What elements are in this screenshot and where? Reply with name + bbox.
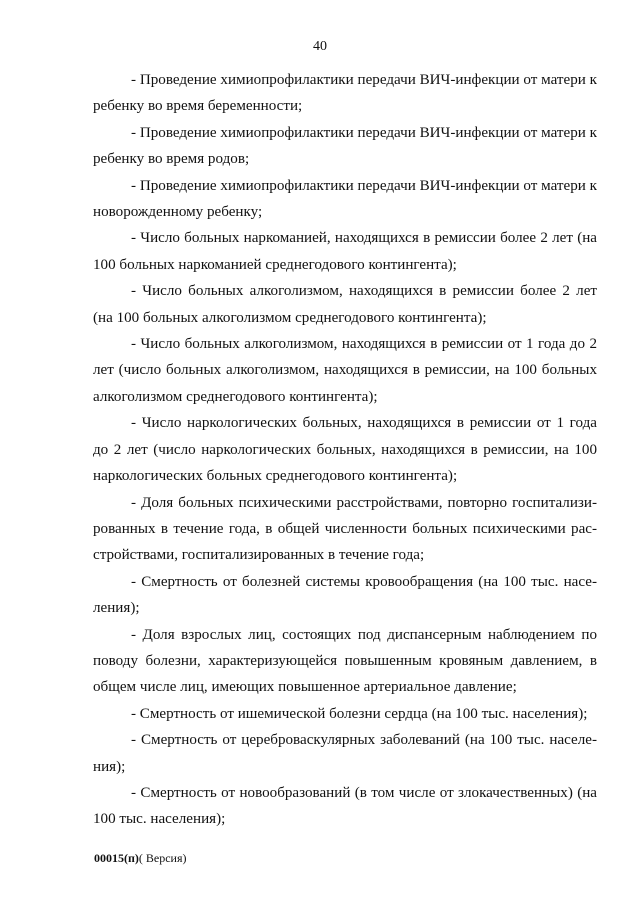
list-item: - Доля взрослых лиц, состоящих под диспансерным наблюдением по поводу болезни, характеризующейся повышенным кровяным давлением, в общем числе лиц, имеющих повышенное артериальное давление; — [93, 626, 597, 696]
document-footer — [94, 851, 187, 865]
document-body — [93, 67, 597, 833]
document-code: 00015(п) — [94, 851, 139, 865]
version-label: ( Версия) — [138, 851, 187, 865]
list-item: - Число больных наркоманией, находящихся в ремиссии более 2 лет (на 100 больных наркоманией среднегодового контингента); — [93, 230, 597, 273]
list-item: - Проведение химиопрофилактики передачи ВИЧ-инфекции от матери к новорожденному ребенку; — [93, 177, 597, 221]
list-item: - Смертность от новообразований (в том числе от злокачественных) (на 100 тыс. населения); — [93, 784, 597, 828]
list-item: - Число наркологических больных, находящихся в ремиссии от 1 года до 2 лет (число наркологических больных, находящихся в ремиссии, на 100 наркологических больных среднегодового контингента); — [93, 415, 597, 485]
list-item: - Доля больных психическими расстройствами, повторно госпитализированных в течение года, в общей численности больных психическими расстройствами, госпитализированных в течение года; — [93, 494, 597, 564]
list-item: - Смертность от ишемической болезни сердца (на 100 тыс. населения); — [131, 705, 588, 722]
list-item: - Смертность от болезней системы кровообращения (на 100 тыс. населения); — [93, 573, 597, 617]
list-item: - Проведение химиопрофилактики передачи ВИЧ-инфекции от матери к ребенку во время родов; — [93, 124, 597, 168]
list-item: - Смертность от цереброваскулярных заболеваний (на 100 тыс. населения); — [93, 732, 597, 775]
list-item: - Число больных алкоголизмом, находящихся в ремиссии от 1 года до 2 лет (число больных алкоголизмом, находящихся в ремиссии, на 100 больных алкоголизмом среднегодового контингента); — [93, 336, 597, 405]
page-number: 40 — [313, 39, 327, 54]
list-item: - Проведение химиопрофилактики передачи ВИЧ-инфекции от матери к ребенку во время беременности; — [93, 72, 597, 115]
list-item: - Число больных алкоголизмом, находящихся в ремиссии более 2 лет (на 100 больных алкоголизмом среднегодового контингента); — [93, 283, 597, 326]
